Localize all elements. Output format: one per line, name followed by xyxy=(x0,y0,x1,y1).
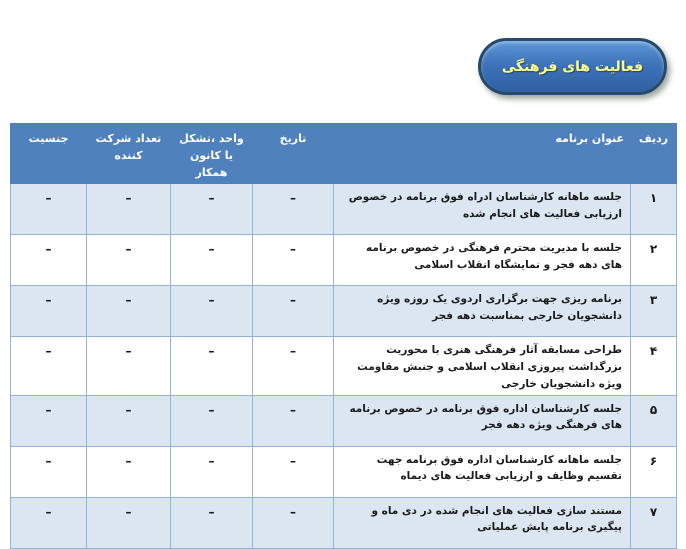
table-row xyxy=(11,497,677,548)
cell-row-no: ۳ xyxy=(631,286,677,337)
table-row xyxy=(11,235,677,286)
table-header xyxy=(11,124,677,184)
cell-gender: – xyxy=(11,446,87,497)
table-row xyxy=(11,184,677,235)
cell-unit: – xyxy=(171,184,253,235)
cell-date: – xyxy=(253,184,334,235)
cell-title: جلسه کارشناسان اداره فوق برنامه در خصوص برنامه های فرهنگی ویژه دهه فجر xyxy=(334,395,631,446)
cell-gender: – xyxy=(11,497,87,548)
cell-row-no: ۶ xyxy=(631,446,677,497)
cell-row-no: ۵ xyxy=(631,395,677,446)
cell-participants: – xyxy=(87,286,171,337)
cell-row-no: ۱ xyxy=(631,184,677,235)
cell-title: طراحی مسابقه آثار فرهنگی هنری با محوریت بزرگداشت پیروزی انقلاب اسلامی و جنبش مقاومت ویژه دانشجویان خارجی xyxy=(334,337,631,395)
cell-title: جلسه ماهانه کارشناسان اداره فوق برنامه جهت تقسیم وظایف و ارزیابی فعالیت های دیماه xyxy=(334,446,631,497)
cell-title: جلسه با مدیریت محترم فرهنگی در خصوص برنامه های دهه فجر و نمایشگاه انقلاب اسلامی xyxy=(334,235,631,286)
column-header-unit: واحد ،تشکل یا کانون همکار xyxy=(171,124,253,184)
column-header-row-no: ردیف xyxy=(631,124,677,184)
cell-unit: – xyxy=(171,286,253,337)
cell-row-no: ۲ xyxy=(631,235,677,286)
table-row xyxy=(11,446,677,497)
cell-gender: – xyxy=(11,395,87,446)
cell-date: – xyxy=(253,497,334,548)
table-body xyxy=(11,184,677,548)
cell-unit: – xyxy=(171,337,253,395)
cell-unit: – xyxy=(171,497,253,548)
cell-participants: – xyxy=(87,184,171,235)
cell-title: مستند سازی فعالیت های انجام شده در دی ماه و پیگیری برنامه پایش عملیاتی xyxy=(334,497,631,548)
cell-date: – xyxy=(253,286,334,337)
table-row xyxy=(11,286,677,337)
cell-row-no: ۷ xyxy=(631,497,677,548)
header-row xyxy=(11,124,677,184)
cell-date: – xyxy=(253,337,334,395)
cell-gender: – xyxy=(11,184,87,235)
cell-date: – xyxy=(253,235,334,286)
table-row xyxy=(11,337,677,395)
column-header-participants: تعداد شرکت کننده xyxy=(87,124,171,184)
cell-row-no: ۴ xyxy=(631,337,677,395)
column-header-title: عنوان برنامه xyxy=(334,124,631,184)
cell-unit: – xyxy=(171,395,253,446)
activities-table xyxy=(10,123,677,549)
activities-table-container xyxy=(10,123,676,549)
cell-date: – xyxy=(253,395,334,446)
column-header-date: تاریخ xyxy=(253,124,334,184)
cell-gender: – xyxy=(11,337,87,395)
cell-participants: – xyxy=(87,395,171,446)
cell-title: برنامه ریزی جهت برگزاری اردوی یک روزه ویژه دانشجویان خارجی بمناسبت دهه فجر xyxy=(334,286,631,337)
cell-title: جلسه ماهانه کارشناسان ادراه فوق برنامه در خصوص ارزیابی فعالیت های انجام شده xyxy=(334,184,631,235)
column-header-gender: جنسیت xyxy=(11,124,87,184)
cell-unit: – xyxy=(171,235,253,286)
cell-participants: – xyxy=(87,446,171,497)
cell-unit: – xyxy=(171,446,253,497)
table-row xyxy=(11,395,677,446)
cell-participants: – xyxy=(87,497,171,548)
title-badge xyxy=(478,38,667,95)
cell-participants: – xyxy=(87,337,171,395)
cell-gender: – xyxy=(11,235,87,286)
cell-gender: – xyxy=(11,286,87,337)
cell-date: – xyxy=(253,446,334,497)
cell-participants: – xyxy=(87,235,171,286)
title-badge-label: فعالیت های فرهنگی xyxy=(501,58,644,75)
